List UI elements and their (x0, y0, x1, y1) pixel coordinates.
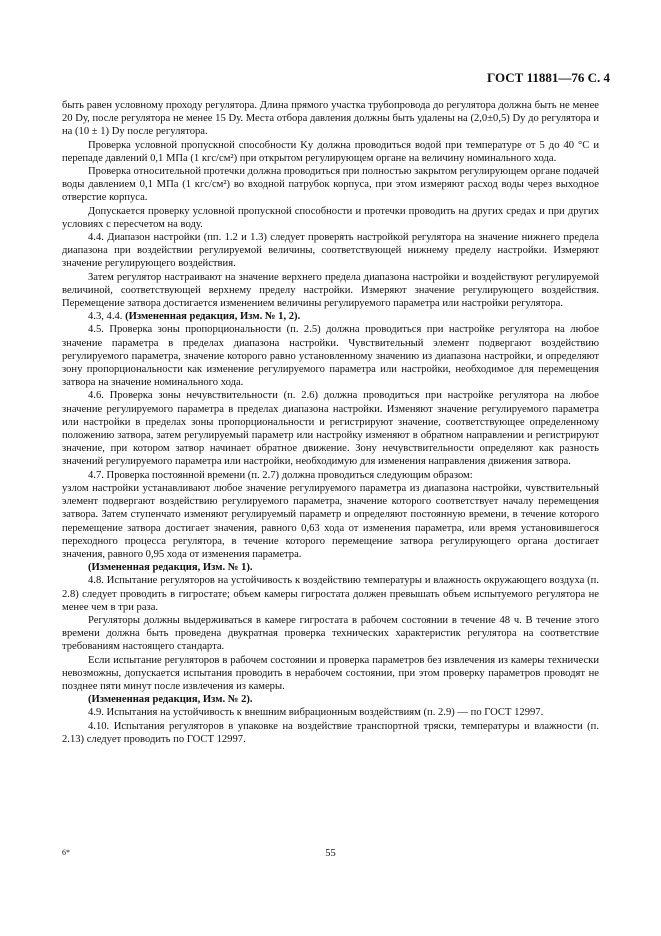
paragraph: Проверка относительной протечки должна проводиться при полностью закрытом регулирующем органе подачей воды давлением 0,1 МПа (1 кгс/см²) во входной патрубок корпуса, при этом измеряют расход воды через выходное отверстие корпуса. (62, 166, 599, 204)
paragraph: 4.10. Испытания регуляторов в упаковке на воздействие транспортной тряски, температуры и влажности (п. 2.13) следует проводить по ГОСТ 12997. (62, 720, 599, 745)
paragraph: Допускается проверку условной пропускной способности и протечки проводить на других средах и при других условиях с пересчетом на воду. (62, 205, 599, 230)
paragraph: Регуляторы должны выдерживаться в камере гигростата в рабочем состоянии в течение 48 ч. В течение этого времени должна быть проведена двукратная проверка технических характеристик регулятора на соответствие требованиям настоящего стандарта. (62, 614, 599, 653)
paragraph: Затем регулятор настраивают на значение верхнего предела диапазона настройки и воздействуют регулируемой величиной, соответствующей верхнему пределу настройки. Измеряют значение регулирующего воздействия. Перемещение затвора достигается изменением величины регулируемого параметра или настройки регулятора. (62, 271, 599, 310)
amendment-note: (Измененная редакция, Изм. № 1). (88, 562, 253, 574)
paragraph: узлом настройки устанавливают любое значение регулируемого параметра из диапазона настройки, чувствительный элемент подвергают воздействию регулируемого параметра, значение которого соответствует началу перемещения затвора. Затем ступенчато изменяют регулируемый параметр и определяют постоянную времени, в течение которого перемещение затвора достигает значения, равного 0,63 хода от изменения параметра, или время установившегося переходного процесса регулятора, в течение которого перемещение затвора регулирующего органа достигает значения, равного 0,95 хода от изменения параметра. (62, 482, 599, 560)
paragraph: 4.5. Проверка зоны пропорциональности (п. 2.5) должна проводиться при настройке регулятора на любое значение параметра в пределах диапазона настройки. Чувствительный элемент подвергают воздействию регулируемого параметра, значение которого равно установленному значению из диапазона настройки, и определяют зону пропорциональности как изменение регулируемого параметра или настройки, необходимое для перемещения затвора на значение номинального хода. (62, 324, 599, 389)
paragraph: Если испытание регуляторов в рабочем состоянии и проверка параметров без извлечения из камеры технически невозможны, допускается испытания проводить в нерабочем состоянии, при этом проверку параметров проводят не позднее пяти минут после извлечения из камеры. (62, 654, 599, 692)
paragraph: Проверка условной пропускной способности Kу должна проводиться водой при температуре от 5 до 40 °С и перепаде давлений 0,1 МПа (1 кгс/см²) при открытом регулирующем органе на величину номинального хода. (62, 139, 599, 164)
paragraph: 4.9. Испытания на устойчивость к внешним вибрационным воздействиям (п. 2.9) — по ГОСТ 12997. (88, 707, 544, 719)
paragraph: 4.4. Диапазон настройки (пп. 1.2 и 1.3) следует проверять настройкой регулятора на значение нижнего предела диапазона при воздействии регулируемой величины, соответствующей нижнему пределу настройки. Измеряют значение регулирующего воздействия. (62, 232, 599, 270)
paragraph: 4.8. Испытание регуляторов на устойчивость к воздействию температуры и влажность окружающего воздуха (п. 2.8) следует проводить в гигростате; объем камеры гигростата должен превышать объем испытуемого регулятора не менее чем в три раза. (62, 575, 599, 613)
paragraph: 4.7. Проверка постоянной времени (п. 2.7) должна проводиться следующим образом: (88, 469, 473, 481)
page-number: 55 (325, 848, 336, 859)
footer-mark: 6* (62, 848, 70, 857)
paragraph: быть равен условному проходу регулятора. Длина прямого участка трубопровода до регулятора должна быть не менее 20 Dу, после регулятора не менее 15 Dу. Места отбора давления должны быть удалены на (2,0±0,5) Dу до регулятора и на (10 ± 1) Dу после регулятора. (62, 100, 599, 138)
paragraph: 4.6. Проверка зоны нечувствительности (п. 2.6) должна проводиться при настройке регулятора на любое значение регулируемого параметра в пределах диапазона настройки. Изменяют значение регулируемого параметра или настройки в пределах зоны пропорциональности и регистрируют значение, соответствующее определенному положению затвора, затем регулируемый параметр или настройку изменяют в обратном направлении и регистрируют значение, при котором затвор начинает обратное движение. Зону нечувствительности определяют как разность значений регулируемого параметра или настройки, необходимую для изменения направления движения затвора. (62, 390, 599, 468)
page-header: ГОСТ 11881—76 С. 4 (487, 70, 610, 85)
amendment-note: 4.3, 4.4. (Измененная редакция, Изм. № 1, 2). (88, 311, 301, 323)
document-body (62, 99, 599, 746)
amendment-note: (Измененная редакция, Изм. № 2). (88, 694, 253, 706)
